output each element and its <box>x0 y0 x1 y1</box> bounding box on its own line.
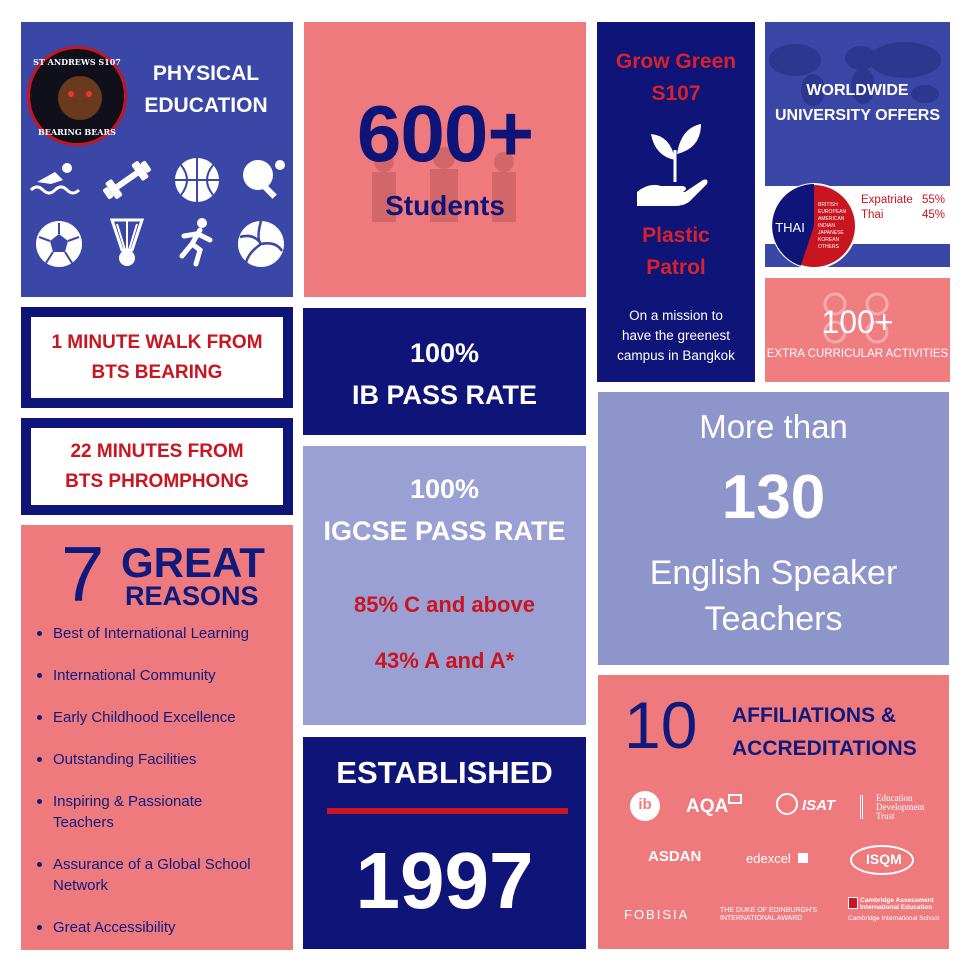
offers-legend <box>861 193 945 223</box>
offers-pie-chart <box>770 182 858 267</box>
green-description: On a mission to have the greenest campus in Bangkok <box>617 308 735 363</box>
bts-bearing-box <box>21 307 293 408</box>
basketball-icon <box>171 154 223 206</box>
teachers-line2: English Speaker <box>649 554 898 592</box>
edt-logo: Education Development Trust <box>876 793 925 821</box>
table-tennis-icon <box>237 154 289 206</box>
university-offers-tile <box>765 22 950 267</box>
igcse-percent: 100% <box>409 474 480 504</box>
igcse-grade-a: 43% A and A* <box>374 648 515 673</box>
reason-item: International Community <box>35 665 290 686</box>
teachers-more-than: More than <box>699 408 848 445</box>
cambridge-shield-icon <box>848 897 858 909</box>
great-reasons-tile <box>21 525 293 950</box>
pie-nationality-list <box>818 202 846 251</box>
isat-logo: ISAT <box>802 797 836 814</box>
legend-thai: Thai 45% <box>861 209 945 221</box>
duke-of-edinburgh-logo: THE DUKE OF EDINBURGH'S INTERNATIONAL AWARD <box>720 907 818 922</box>
university-offers-title: WORLDWIDE UNIVERSITY OFFERS <box>774 82 941 124</box>
established-tile <box>303 737 586 949</box>
extra-label: EXTRA CURRICULAR ACTIVITIES <box>766 348 949 360</box>
igcse-grade-c: 85% C and above <box>354 592 535 617</box>
pie-nationality-item: OTHERS <box>818 244 839 250</box>
extra-curricular-tile <box>765 278 950 382</box>
plant-in-hand-icon <box>635 120 715 212</box>
running-icon <box>171 216 223 268</box>
asdan-logo: ASDAN <box>648 848 702 865</box>
legend-expatriate: Expatriate 55% <box>861 194 945 206</box>
teachers-tile <box>598 392 949 665</box>
students-label: Students <box>385 190 505 221</box>
affiliations-count: 10 <box>624 688 698 762</box>
reason-item: Assurance of a Global School Network <box>35 854 290 896</box>
bts2-line2: BTS PHROMPHONG <box>65 470 249 492</box>
pie-nationality-item: EUROPEAN <box>818 209 847 215</box>
dumbbell-icon <box>101 154 153 206</box>
cambridge-school-label: Cambridge International School <box>848 915 940 922</box>
fobisia-logo: FOBISIA <box>624 907 690 922</box>
teachers-count: 130 <box>721 463 826 532</box>
swimming-icon <box>29 154 81 206</box>
grow-green-title: Grow Green S107 <box>615 50 737 105</box>
pe-tile <box>21 22 293 297</box>
reason-item: Great Accessibility <box>35 917 290 938</box>
logo-top-text: ST ANDREWS S107 <box>33 57 121 67</box>
pie-label-thai: THAI <box>775 220 805 235</box>
reason-item: Early Childhood Excellence <box>35 707 290 728</box>
football-icon <box>33 218 85 270</box>
reason-item: Outstanding Facilities <box>35 749 290 770</box>
affiliations-tile <box>598 675 949 949</box>
cambridge-logo: Cambridge Assessment International Education <box>860 897 934 911</box>
affiliations-title: AFFILIATIONS & ACCREDITATIONS <box>732 704 917 760</box>
reasons-great: GREAT <box>121 539 265 586</box>
pie-nationality-item: AMERICAN <box>818 216 845 222</box>
reason-item: Inspiring & Passionate Teachers <box>35 791 290 833</box>
volleyball-icon <box>235 218 287 270</box>
students-count: 600+ <box>356 89 534 178</box>
aqa-logo: AQA <box>686 796 729 817</box>
established-divider <box>327 808 568 814</box>
aqa-mark-icon <box>728 794 742 804</box>
plastic-patrol-title: Plastic Patrol <box>642 224 710 279</box>
igcse-pass-rate-tile <box>303 446 586 725</box>
badminton-icon <box>101 216 153 268</box>
ib-percent: 100% <box>409 338 480 368</box>
pie-nationality-item: INDIAN <box>818 223 835 229</box>
logo-bottom-text: BEARING BEARS <box>38 127 116 137</box>
bts1-line1: 1 MINUTE WALK FROM <box>51 331 263 353</box>
pie-nationality-item: KOREAN <box>818 237 840 243</box>
bts2-line1: 22 MINUTES FROM <box>70 440 244 462</box>
edexcel-logo: edexcel <box>746 851 791 866</box>
ib-pass-rate-tile <box>303 308 586 435</box>
reasons-reasons: REASONS <box>125 581 259 611</box>
teachers-line3: Teachers <box>704 600 843 638</box>
school-logo <box>27 46 127 146</box>
ib-logo: ib <box>630 791 660 821</box>
bts1-line2: BTS BEARING <box>91 361 223 383</box>
pe-title: PHYSICAL EDUCATION <box>144 62 268 117</box>
extra-count: 100+ <box>821 304 894 340</box>
edexcel-grid-icon <box>798 853 808 863</box>
edt-mark-icon <box>860 795 874 819</box>
reasons-number: 7 <box>61 530 105 618</box>
isqm-logo: ISQM <box>866 851 902 867</box>
ib-label: IB PASS RATE <box>351 380 538 410</box>
igcse-label: IGCSE PASS RATE <box>323 516 566 546</box>
pie-nationality-item: BRITISH <box>818 202 838 208</box>
bear-icon <box>58 76 102 120</box>
students-tile <box>304 22 586 297</box>
established-year: 1997 <box>355 836 534 925</box>
isat-globe-icon <box>776 793 798 815</box>
established-label: ESTABLISHED <box>336 755 553 790</box>
bts-phromphong-box <box>21 418 293 515</box>
grow-green-tile <box>597 22 755 382</box>
reason-item: Best of International Learning <box>35 623 290 644</box>
pie-nationality-item: JAPANESE <box>818 230 844 236</box>
reasons-list <box>35 623 290 938</box>
